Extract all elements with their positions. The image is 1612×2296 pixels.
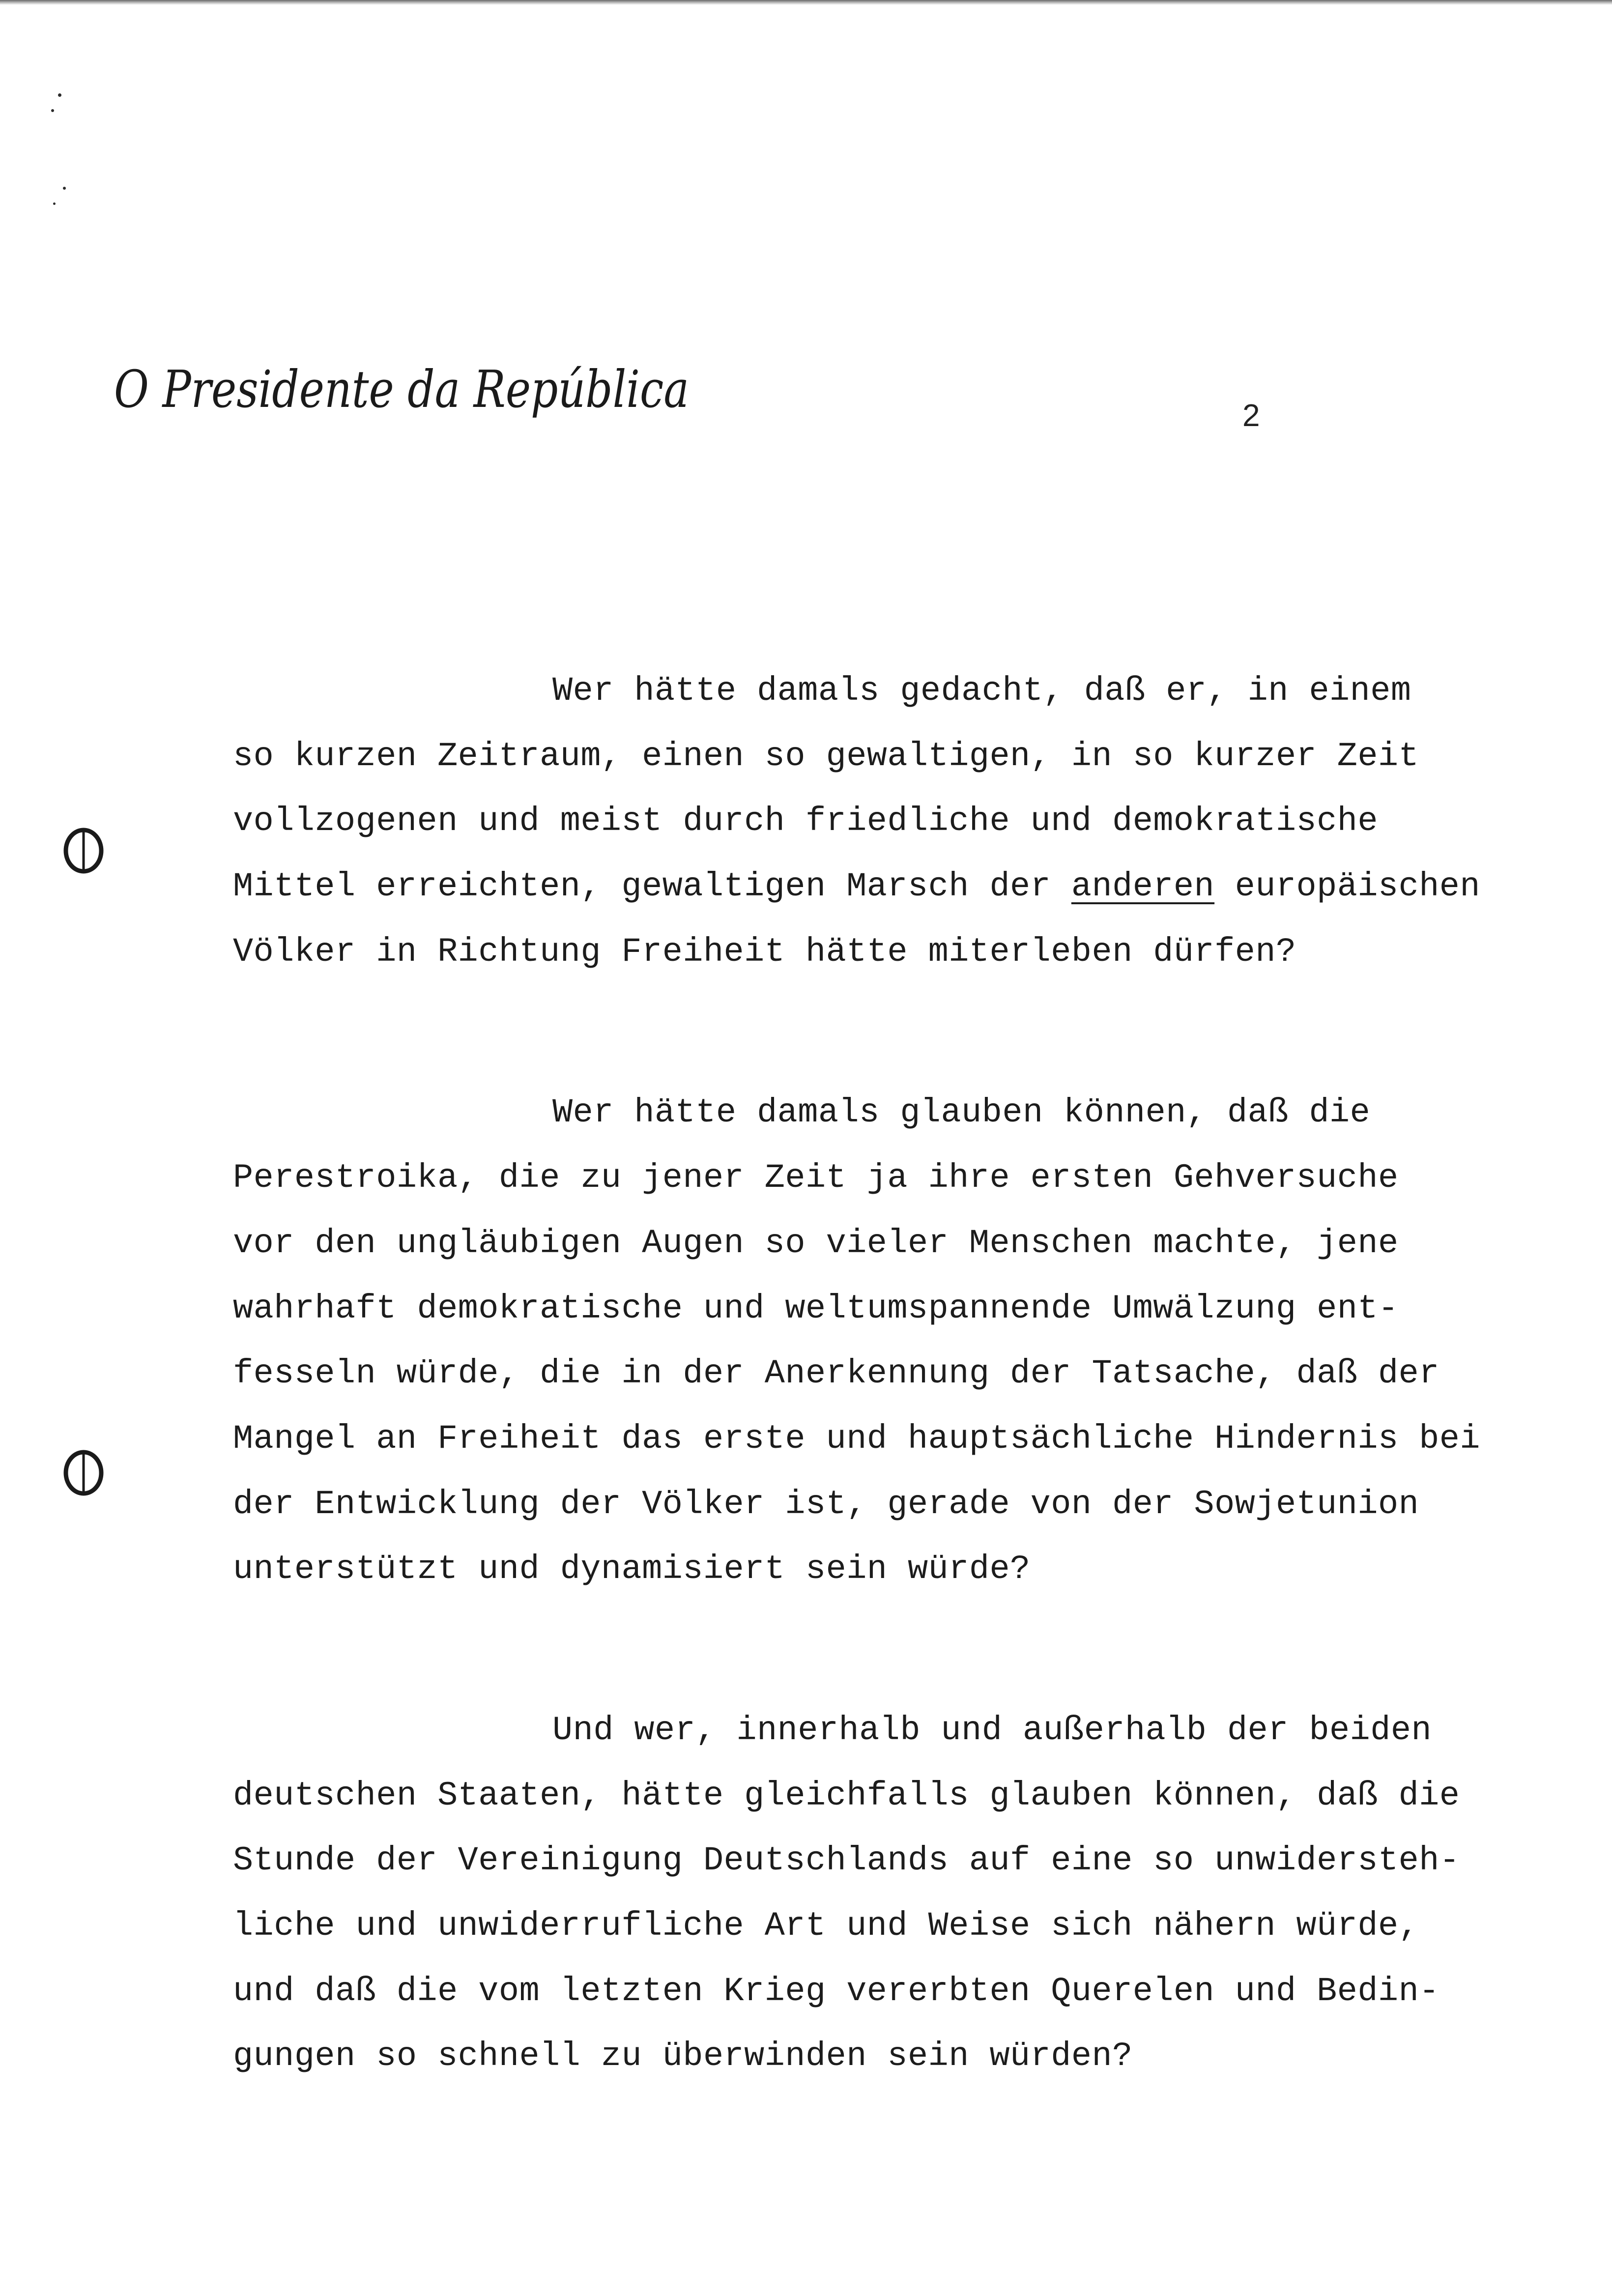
letterhead [114,354,694,437]
letterhead-text: O Presidente da República [114,359,689,419]
text-line: der Entwicklung der Völker ist, gerade von der Sowjetunion [233,1485,1419,1523]
text-line: deutschen Staaten, hätte gleichfalls glauben können, daß die [233,1776,1460,1815]
text-line: so kurzen Zeitraum, einen so gewaltigen, in so kurzer Zeit [233,737,1419,775]
paragraph [233,1080,1491,1602]
text-line: Wer hätte damals glauben können, daß die [552,1093,1371,1132]
scan-speck [51,109,54,112]
punch-hole-mark [63,1449,104,1497]
text-line: wahrhaft demokratische und weltumspannende Umwälzung ent- [233,1289,1399,1328]
letter-body [233,659,1491,2185]
underlined-word: anderen [1071,867,1215,906]
letterhead-script-logo [114,354,694,437]
text-line: Und wer, innerhalb und außerhalb der beiden [552,1711,1432,1750]
paragraph [233,659,1491,984]
text-line: vor den ungläubigen Augen so vieler Menschen machte, jene [233,1224,1399,1263]
text-line: Mangel an Freiheit das erste und hauptsächliche Hindernis bei [233,1419,1481,1458]
punch-hole-mark [63,827,104,875]
text-line: liche und unwiderrufliche Art und Weise sich nähern würde, [233,1907,1419,1945]
scan-speck [63,187,66,190]
text-line: Perestroika, die zu jener Zeit ja ihre ersten Gehversuche [233,1159,1399,1198]
text-line: Völker in Richtung Freiheit hätte miterleben dürfen? [233,932,1296,971]
text-segment: europäischen [1214,867,1481,906]
text-line [233,854,1491,919]
scan-speck [58,93,61,97]
page-number: 2 [1242,398,1260,433]
scan-speck [53,202,56,205]
text-line: Wer hätte damals gedacht, daß er, in einem [552,672,1411,710]
paragraph [233,1698,1491,2089]
text-segment: Mittel erreichten, gewaltigen Marsch der [233,867,1071,906]
scan-top-edge [0,0,1612,5]
text-line: und daß die vom letzten Krieg vererbten Querelen und Bedin- [233,1972,1439,2010]
text-line: gungen so schnell zu überwinden sein würden? [233,2037,1133,2076]
text-line: unterstützt und dynamisiert sein würde? [233,1550,1031,1589]
text-line: vollzogenen und meist durch friedliche und demokratische [233,802,1378,841]
text-line: Stunde der Vereinigung Deutschlands auf eine so unwidersteh- [233,1841,1460,1880]
text-line: fesseln würde, die in der Anerkennung der Tatsache, daß der [233,1354,1439,1393]
